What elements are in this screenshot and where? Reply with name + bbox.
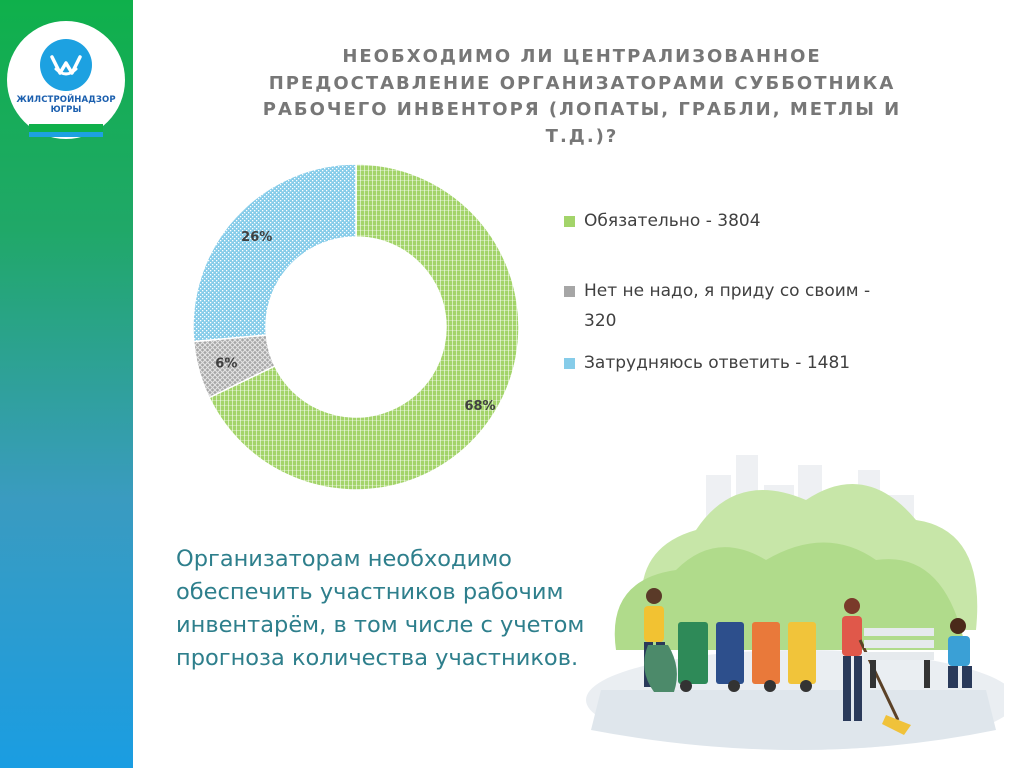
legend-label-2: Нет не надо, я приду со своим - 320 [584,281,871,331]
chart-title: НЕОБХОДИМО ЛИ ЦЕНТРАЛИЗОВАННОЕ ПРЕДОСТАВЛЕНИЕ ОРГАНИЗАТОРАМИ СУББОТНИКА РАБОЧЕГО ИНВЕНТОРЯ (ЛОПАТЫ, ГРАБЛИ, МЕТЛЫ И Т.Д.)? [262,46,902,147]
cleanup-day-illustration [586,430,1004,768]
legend-swatch-2 [564,286,575,297]
legend-label-1: Обязательно - 3804 [584,211,761,231]
slice-percent-label-3: 26% [241,230,273,246]
slice-percent-label-2: 6% [215,356,238,372]
slice-percent-label-1: 68% [464,398,496,414]
logo-text-line2: ЮГРЫ [50,105,82,115]
logo-text-line1: ЖИЛСТРОЙНАДЗОР [16,95,116,105]
conclusion-text: Организаторам необходимо обеспечить участников рабочим инвентарём, в том числе с учетом прогноза количества участников. [176,546,585,671]
legend-swatch-1 [564,216,575,227]
legend-swatch-3 [564,358,575,369]
legend-label-3: Затрудняюсь ответить - 1481 [584,353,851,373]
donut-slice-3 [193,164,356,342]
